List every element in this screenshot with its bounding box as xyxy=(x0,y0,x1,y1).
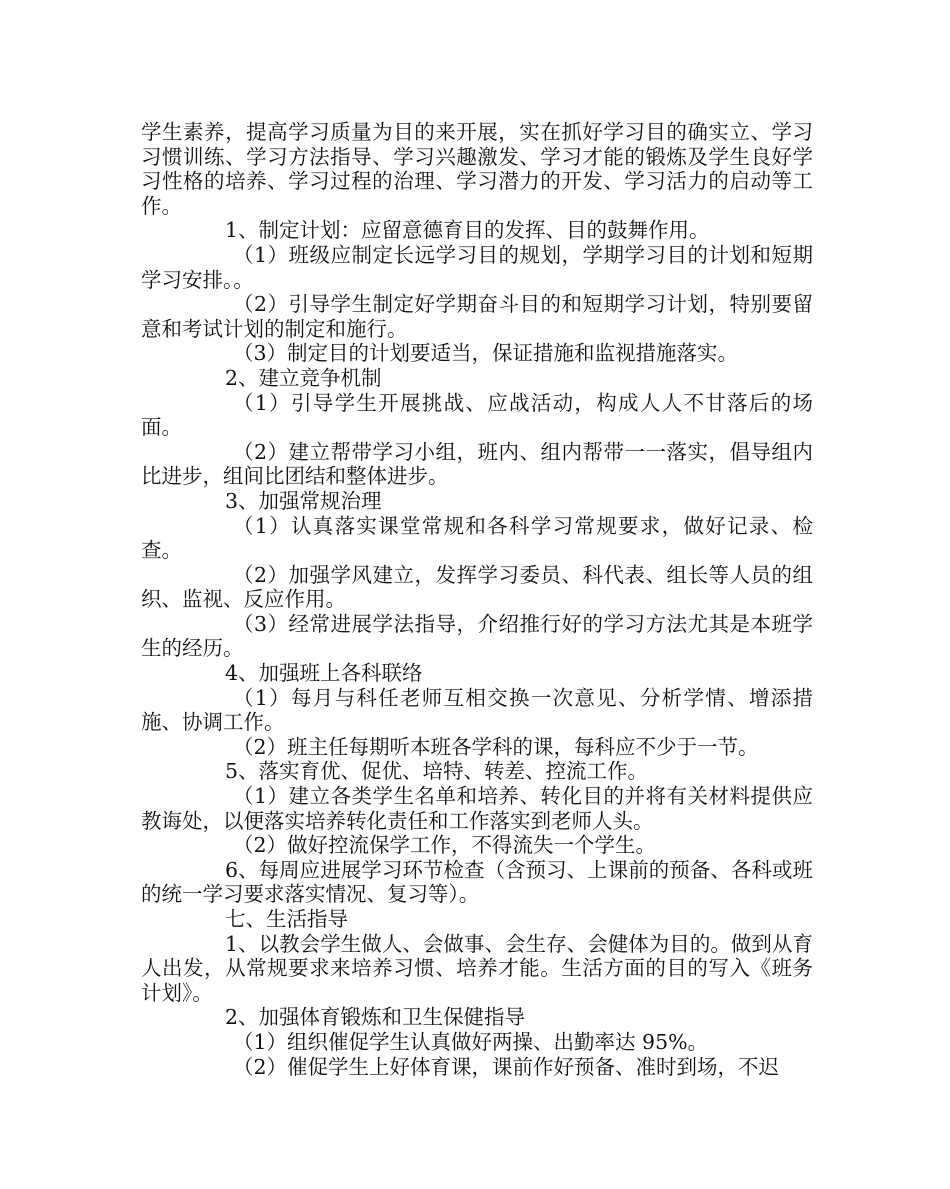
list-item: （1）建立各类学生名单和培养、转化目的并将有关材料提供应教诲处，以便落实培养转化责任和工作落实到老师人头。 xyxy=(141,784,813,833)
list-item: （3）制定目的计划要适当，保证措施和监视措施落实。 xyxy=(233,341,739,366)
section-heading: 1、以教会学生做人、会做事、会生存、会健体为目的。做到从育人出发，从常规要求来培养习惯、培养才能。生活方面的目的写入《班务计划》。 xyxy=(141,931,813,1005)
list-item: （3）经常进展学法指导，介绍推行好的学习方法尤其是本班学生的经历。 xyxy=(141,611,813,661)
list-item: （2）做好控流保学工作，不得流失一个学生。 xyxy=(233,833,657,858)
section-heading: 5、落实育优、促优、培特、转差、控流工作。 xyxy=(225,759,649,784)
section-heading: 2、建立竞争机制 xyxy=(225,365,382,390)
list-item: （1）引导学生开展挑战、应战活动，构成人人不甘落后的场面。 xyxy=(141,390,813,440)
list-item: （1）组织催促学生认真做好两操、出勤率达 95%。 xyxy=(233,1029,709,1054)
section-heading: 2、加强体育锻炼和卫生保健指导 xyxy=(225,1005,526,1030)
section-heading: 4、加强班上各科联络 xyxy=(225,661,423,686)
paragraph: 学生素养，提高学习质量为目的来开展，实在抓好学习目的确实立、学习习惯训练、学习方法指导、学习兴趣激发、学习才能的锻炼及学生良好学习性格的培养、学习过程的治理、学习潜力的开发、学习活力的启动等工作。 xyxy=(141,120,813,218)
section-heading: 3、加强常规治理 xyxy=(225,488,382,513)
section-heading: 1、制定计划：应留意德育目的发挥、目的鼓舞作用。 xyxy=(225,218,710,243)
section-heading: 6、每周应进展学习环节检查（含预习、上课前的预备、各科或班的统一学习要求落实情况、复习等）。 xyxy=(141,857,813,907)
list-item: （1）每月与科任老师互相交换一次意见、分析学情、增添措施、协调工作。 xyxy=(141,685,813,735)
list-item: （2）加强学风建立，发挥学习委员、科代表、组长等人员的组织、监视、反应作用。 xyxy=(141,562,813,612)
chapter-heading: 七、生活指导 xyxy=(225,907,348,931)
list-item: （2）班主任每期听本班各学科的课，每科应不少于一节。 xyxy=(233,734,759,759)
list-item: （1）班级应制定长远学习目的规划，学期学习目的计划和短期学习安排。。 xyxy=(141,242,813,292)
list-item: （2）建立帮带学习小组，班内、组内帮带一一落实，倡导组内比进步，组间比团结和整体进步。 xyxy=(141,439,813,489)
document-body xyxy=(141,120,813,1079)
list-item: （1）认真落实课堂常规和各科学习常规要求，做好记录、检查。 xyxy=(141,513,813,563)
list-item: （2）引导学生制定好学期奋斗目的和短期学习计划，特别要留意和考试计划的制定和施行。 xyxy=(141,292,813,341)
list-item: （2）催促学生上好体育课，课前作好预备、准时到场，不迟 xyxy=(233,1054,780,1079)
